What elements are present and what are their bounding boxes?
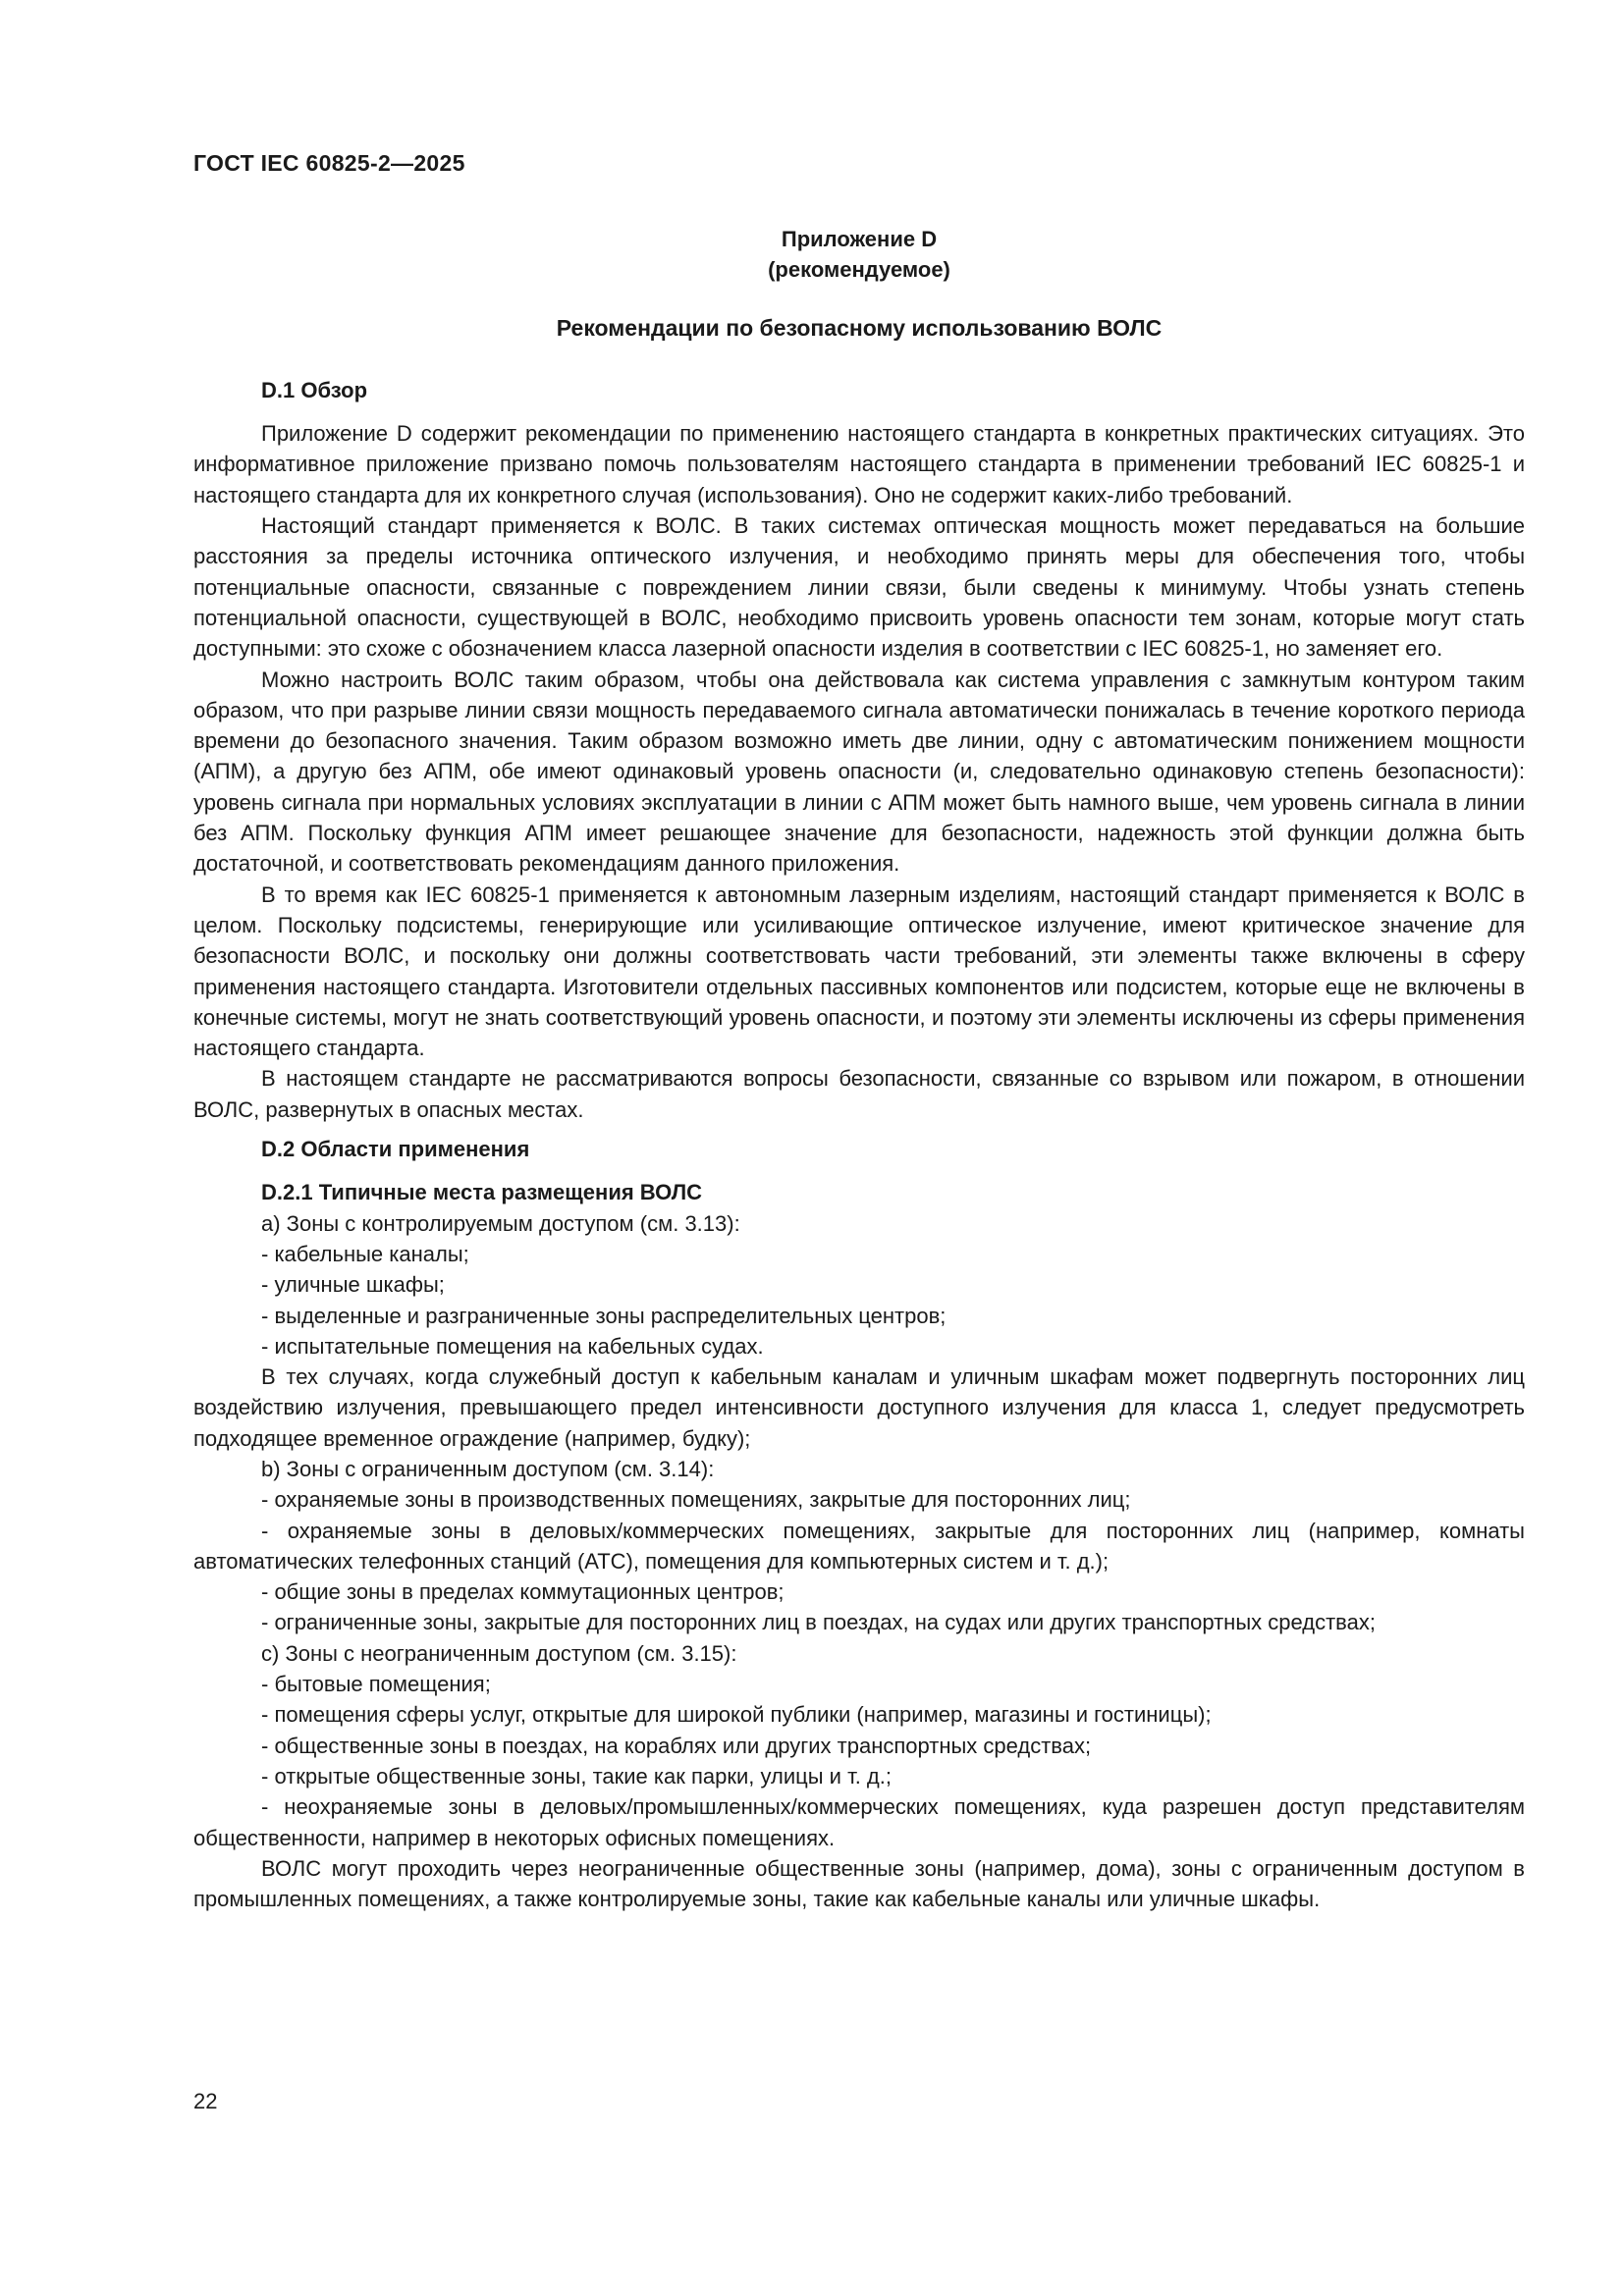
page-number: 22 xyxy=(193,2089,218,2113)
annex-label: Приложение D xyxy=(781,227,938,251)
document-code-header: ГОСТ IEC 60825-2—2025 xyxy=(193,150,465,176)
group-c-title: c) Зоны с неограниченным доступом (см. 3.15): xyxy=(261,1640,737,1666)
list-item: - бытовые помещения; xyxy=(261,1672,491,1697)
section-d1-heading: D.1 Обзор xyxy=(261,377,368,402)
group-a-note: В тех случаях, когда служебный доступ к кабельным каналам и уличным шкафам может подвергнуть посторонних лиц воздействию излучения, превышающего предел интенсивности доступного излучения для класса 1, следует предусмотреть подходящее временное ограждение (например, будку); xyxy=(193,1364,1525,1451)
section-d21-heading: D.2.1 Типичные места размещения ВОЛС xyxy=(261,1180,703,1205)
group-a-title: a) Зоны с контролируемым доступом (см. 3.13): xyxy=(261,1210,740,1236)
section-d1-paragraph: В настоящем стандарте не рассматриваются вопросы безопасности, связанные со взрывом или пожаром, в отношении ВОЛС, развернутых в опасных местах. xyxy=(193,1066,1525,1122)
list-item: - выделенные и разграниченные зоны распределительных центров; xyxy=(261,1303,947,1328)
list-item: - ограниченные зоны, закрытые для посторонних лиц в поездах, на судах или других транспортных средствах; xyxy=(261,1610,1376,1635)
list-item: - охраняемые зоны в деловых/коммерческих помещениях, закрытые для посторонних лиц (например, комнаты автоматических телефонных станций (АТС), помещения для компьютерных систем и т. д.); xyxy=(193,1518,1525,1574)
section-d1-paragraph: Можно настроить ВОЛС таким образом, чтобы она действовала как система управления с замкнутым контуром таким образом, что при разрыве линии связи мощность передаваемого сигнала автоматически понижалась в течение короткого периода времени до безопасного значения. Таким образом возможно иметь две линии, одну с автоматическим понижением мощности (АПМ), а другую без АПМ, обе имеют одинаковый уровень опасности (и, следовательно одинаковую степень безопасности): уровень сигнала при нормальных условиях эксплуатации в линии с АПМ может быть намного выше, чем уровень сигнала в линии без АПМ. Поскольку функция АПМ имеет решающее значение для безопасности, надежность этой функции должна быть достаточной, и соответствовать рекомендациям данного приложения. xyxy=(193,667,1525,877)
section-d1-paragraph: Приложение D содержит рекомендации по применению настоящего стандарта в конкретных практических ситуациях. Это информативное приложение призвано помочь пользователям настоящего стандарта в применении требований IEC 60825-1 и настоящего стандарта для их конкретного случая (использования). Оно не содержит каких-либо требований. xyxy=(193,421,1525,507)
list-item: - кабельные каналы; xyxy=(261,1241,469,1266)
section-d2-heading: D.2 Области применения xyxy=(261,1137,530,1162)
annex-status: (рекомендуемое) xyxy=(768,257,950,283)
list-item: - уличные шкафы; xyxy=(261,1272,445,1298)
list-item: - испытательные помещения на кабельных судах. xyxy=(261,1333,764,1359)
list-item: - общие зоны в пределах коммутационных центров; xyxy=(261,1579,785,1605)
list-item: - общественные зоны в поездах, на кораблях или других транспортных средствах; xyxy=(261,1733,1092,1758)
section-d1-paragraph: Настоящий стандарт применяется к ВОЛС. В таких системах оптическая мощность может передаваться на большие расстояния за пределы источника оптического излучения, и необходимо принять меры для обеспечения того, чтобы потенциальные опасности, связанные с повреждением линии связи, были сведены к минимуму. Чтобы узнать степень потенциальной опасности, существующей в ВОЛС, необходимо присвоить уровень опасности тем зонам, которые могут стать доступными: это схоже с обозначением класса лазерной опасности изделия в соответствии с IEC 60825-1, но заменяет его. xyxy=(193,513,1525,662)
list-item: - помещения сферы услуг, открытые для широкой публики (например, магазины и гостиницы); xyxy=(261,1702,1212,1728)
section-d1-paragraph: В то время как IEC 60825-1 применяется к автономным лазерным изделиям, настоящий стандарт применяется к ВОЛС в целом. Поскольку подсистемы, генерирующие или усиливающие оптическое излучение, имеют критическое значение для безопасности ВОЛС, и поскольку они должны соответствовать части требований, эти элементы также включены в сферу применения настоящего стандарта. Изготовители отдельных пассивных компонентов или подсистем, которые еще не включены в конечные системы, могут не знать соответствующий уровень опасности, и поэтому эти элементы исключены из сферы применения настоящего стандарта. xyxy=(193,881,1525,1061)
page-content xyxy=(193,224,1525,1914)
list-item: - неохраняемые зоны в деловых/промышленных/коммерческих помещениях, куда разрешен доступ представителям общественности, например в некоторых офисных помещениях. xyxy=(193,1794,1525,1850)
list-item: - открытые общественные зоны, такие как парки, улицы и т. д.; xyxy=(261,1763,892,1789)
annex-title: Рекомендации по безопасному использованию ВОЛС xyxy=(556,314,1163,341)
list-item: - охраняемые зоны в производственных помещениях, закрытые для посторонних лиц; xyxy=(261,1487,1131,1513)
closing-paragraph: ВОЛС могут проходить через неограниченные общественные зоны (например, дома), зоны с ограниченным доступом в промышленных помещениях, а также контролируемые зоны, такие как кабельные каналы или уличные шкафы. xyxy=(193,1855,1525,1912)
group-b-title: b) Зоны с ограниченным доступом (см. 3.14): xyxy=(261,1456,715,1481)
